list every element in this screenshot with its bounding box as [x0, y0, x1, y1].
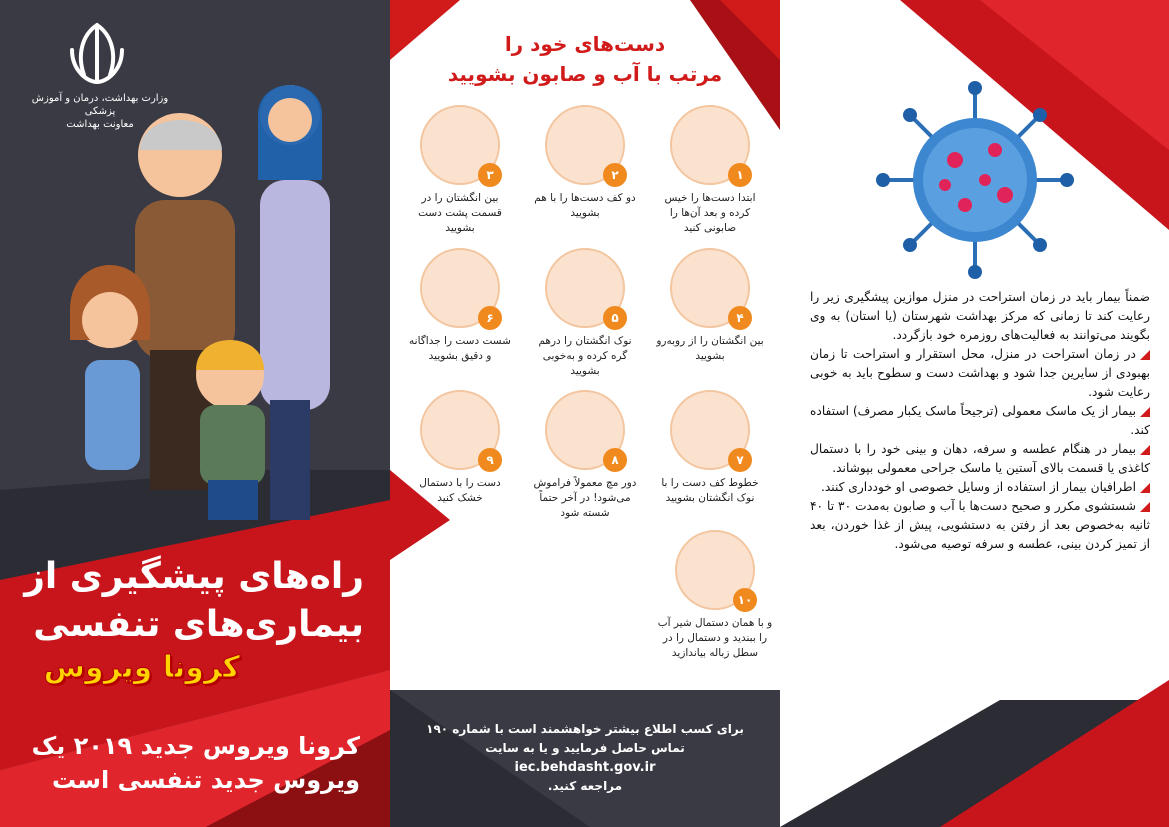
title-line-2: بیماری‌های تنفسی	[33, 604, 364, 645]
palms-rub-icon	[545, 105, 625, 185]
guideline-item	[810, 345, 1150, 402]
step-number: ۱۰	[733, 588, 757, 612]
handwash-title-line-1: دست‌های خود را	[504, 32, 666, 56]
step-number: ۳	[478, 163, 502, 187]
interlaced-fingers-icon	[670, 248, 750, 328]
handwash-step-5	[530, 248, 640, 379]
bullet-icon	[1140, 350, 1150, 360]
fingertips-lock-icon	[545, 248, 625, 328]
handwash-step-7	[655, 390, 765, 506]
guideline-intro: ضمناً بیمار باید در زمان استراحت در منزل موازین پیشگیری زیر را رعایت کند تا زمانی که مرکز بهداشت شهرستان (یا استان) به وی بگویند می‌توانند به فعالیت‌های روزمره خود بازگردد.	[810, 290, 1150, 342]
step-number: ۸	[603, 448, 627, 472]
step-caption: ابتدا دست‌ها را خیس کرده و بعد آن‌ها را صابونی کنید	[664, 192, 756, 234]
guideline-text: بیمار در هنگام عطسه و سرفه، دهان و بینی خود را با دستمال کاغذی یا قسمت بالای آستین یا ماسک جراحی معمولی بپوشاند.	[810, 442, 1150, 475]
contact-line-1: برای کسب اطلاع بیشتر خواهشمند است با شماره ۱۹۰	[426, 722, 744, 736]
towel-dry-icon	[420, 390, 500, 470]
hands-wet-icon	[670, 105, 750, 185]
guideline-text: شستشوی مکرر و صحیح دست‌ها با آب و صابون به‌مدت ۳۰ تا ۴۰ ثانیه به‌خصوص بعد از رفتن به دستشویی، پیش از غذا خوردن، بعد از تمیز کردن بینی، عطسه و سرفه توصیه می‌شود.	[810, 499, 1150, 551]
bullet-icon	[1140, 445, 1150, 455]
handwash-step-10	[655, 530, 775, 661]
step-caption: و با همان دستمال شیر آب را ببندید و دستمال را در سطل زباله بیاندازید	[657, 617, 773, 659]
bullet-icon	[1140, 502, 1150, 512]
handwash-step-4	[655, 248, 765, 364]
bottom-text-line-2: ویروس جدید تنفسی است	[51, 766, 360, 794]
bottom-text-line-1: کرونا ویروس جدید ۲۰۱۹ یک	[31, 732, 360, 760]
handwash-step-3	[405, 105, 515, 236]
handwash-title-line-2: مرتب با آب و صابون بشویید	[447, 62, 723, 86]
handwash-step-6	[405, 248, 515, 364]
thumb-wash-icon	[420, 248, 500, 328]
step-caption: بین انگشتان را در قسمت پشت دست بشویید	[418, 192, 502, 234]
website-link[interactable]: iec.behdasht.gov.ir	[514, 760, 656, 775]
guideline-text: اطرافیان بیمار از استفاده از وسایل خصوصی او خودداری کنند.	[821, 480, 1136, 494]
step-caption: نوک انگشتان را درهم گره کرده و به‌خوبی بشویید	[538, 335, 632, 377]
ministry-line-1: وزارت بهداشت، درمان و آموزش پزشکی	[31, 93, 169, 117]
guideline-item	[810, 497, 1150, 554]
middle-panel	[390, 0, 780, 827]
step-number: ۲	[603, 163, 627, 187]
step-number: ۹	[478, 448, 502, 472]
ministry-line-2: معاونت بهداشت	[66, 119, 134, 130]
guideline-item	[810, 402, 1150, 440]
bullet-icon	[1140, 483, 1150, 493]
bullet-icon	[1140, 407, 1150, 417]
title-corona-virus: کرونا ویروس	[43, 650, 240, 685]
handwash-step-8	[530, 390, 640, 521]
step-caption: دور مچ معمولاً فراموش می‌شود! در آخر حتماً شسته شود	[533, 477, 637, 519]
step-number: ۶	[478, 306, 502, 330]
step-caption: شست دست را جداگانه و دقیق بشویید	[409, 335, 511, 362]
step-caption: خطوط کف دست را با نوک انگشتان بشویید	[661, 477, 759, 504]
back-of-hand-icon	[420, 105, 500, 185]
wrist-wash-icon	[545, 390, 625, 470]
isolation-guidelines	[810, 288, 1150, 554]
guideline-text: بیمار از یک ماسک معمولی (ترجیحاً ماسک یکبار مصرف) استفاده کند.	[810, 404, 1150, 437]
handwash-step-9	[405, 390, 515, 506]
step-number: ۱	[728, 163, 752, 187]
step-number: ۵	[603, 306, 627, 330]
step-caption: دو کف دست‌ها را با هم بشویید	[534, 192, 636, 219]
guideline-item	[810, 478, 1150, 497]
step-caption: بین انگشتان را از روبه‌رو بشویید	[656, 335, 764, 362]
close-tap-icon	[675, 530, 755, 610]
handwash-step-1	[655, 105, 765, 236]
guideline-item	[810, 440, 1150, 478]
step-caption: دست را با دستمال خشک کنید	[419, 477, 501, 504]
family-illustration	[40, 80, 360, 530]
left-panel	[0, 0, 390, 827]
guideline-text: در زمان استراحت در منزل، محل استقرار و استراحت تا زمان بهبودی از سایرین جدا شود و بهداشت دست و سطوح باید به خوبی رعایت شود.	[810, 347, 1150, 399]
palm-lines-icon	[670, 390, 750, 470]
contact-line-2: تماس حاصل فرمایید و یا به سایت	[485, 741, 685, 755]
contact-line-3: مراجعه کنید.	[547, 779, 623, 793]
right-panel	[780, 0, 1169, 827]
coronavirus-illustration	[875, 80, 1075, 280]
handwash-step-2	[530, 105, 640, 221]
step-number: ۷	[728, 448, 752, 472]
title-line-1: راه‌های پیشگیری از	[24, 556, 364, 597]
step-number: ۴	[728, 306, 752, 330]
